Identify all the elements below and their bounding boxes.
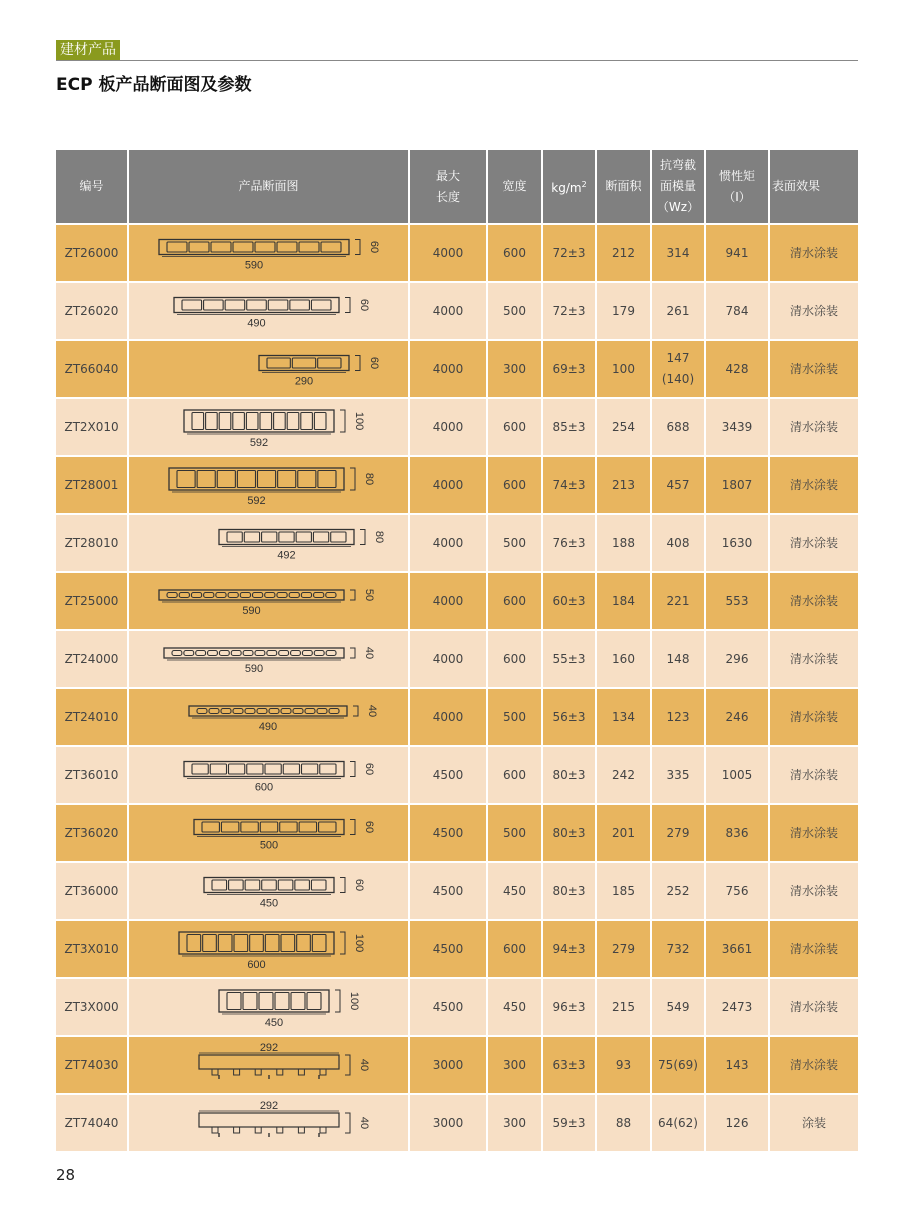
header-max-length-line2: 长度 — [435, 189, 460, 204]
header-modulus-line2: 面模量 — [659, 179, 696, 193]
section-height-label: 100 — [347, 991, 360, 1011]
cell-code: ZT24010 — [56, 687, 129, 745]
modulus-line: 688 — [666, 419, 690, 434]
cell-area: 215 — [597, 977, 652, 1035]
cell-code: ZT26020 — [56, 281, 129, 339]
modulus-line: 147 — [666, 351, 690, 365]
cell-section — [129, 861, 410, 919]
cell-inertia: 836 — [706, 803, 770, 861]
cell-weight: 80±3 — [543, 803, 597, 861]
section-height-label: 60 — [367, 240, 380, 254]
cell-modulus — [652, 1093, 706, 1151]
cell-width: 450 — [488, 977, 543, 1035]
cell-weight: 85±3 — [543, 397, 597, 455]
modulus-line: 549 — [666, 999, 690, 1014]
section-drawing — [149, 747, 389, 803]
section-height-label: 40 — [357, 1058, 370, 1072]
section-width-label: 500 — [259, 839, 278, 852]
cell-inertia: 1005 — [706, 745, 770, 803]
product-table — [56, 150, 858, 1151]
header-width: 宽度 — [488, 150, 543, 223]
cell-inertia: 428 — [706, 339, 770, 397]
table-row — [56, 339, 858, 397]
cell-area: 134 — [597, 687, 652, 745]
cell-code: ZT36010 — [56, 745, 129, 803]
section-width-label: 292 — [259, 1042, 278, 1054]
table-row — [56, 977, 858, 1035]
cell-modulus — [652, 977, 706, 1035]
section-height-label: 60 — [357, 298, 370, 312]
modulus-line: 408 — [666, 535, 690, 550]
cell-inertia: 3661 — [706, 919, 770, 977]
table-row — [56, 571, 858, 629]
cell-modulus — [652, 513, 706, 571]
modulus-line: 314 — [666, 245, 690, 260]
header-modulus — [652, 150, 706, 223]
modulus-line: (140) — [661, 372, 695, 386]
cell-section — [129, 281, 410, 339]
cell-inertia: 126 — [706, 1093, 770, 1151]
section-height-label: 40 — [365, 704, 378, 718]
cell-max-length: 4000 — [410, 339, 488, 397]
cell-surface: 清水涂装 — [770, 861, 858, 919]
cell-code: ZT2X010 — [56, 397, 129, 455]
cell-width: 600 — [488, 397, 543, 455]
section-tag: 建材产品 — [56, 40, 120, 60]
section-drawing — [149, 225, 389, 281]
cell-inertia: 296 — [706, 629, 770, 687]
section-width-label: 292 — [259, 1100, 278, 1112]
cell-code: ZT66040 — [56, 339, 129, 397]
cell-width: 600 — [488, 223, 543, 281]
section-width-label: 450 — [259, 897, 278, 910]
section-width-label: 590 — [244, 259, 263, 272]
cell-weight: 60±3 — [543, 571, 597, 629]
cell-surface: 清水涂装 — [770, 455, 858, 513]
table-row — [56, 1035, 858, 1093]
table-row — [56, 687, 858, 745]
section-width-label: 590 — [241, 605, 261, 617]
header-inertia-line2: （I） — [723, 189, 751, 204]
section-height-label: 80 — [372, 530, 385, 544]
section-drawing — [149, 689, 389, 745]
header-inertia — [706, 150, 770, 223]
modulus-line: 221 — [666, 593, 690, 608]
section-drawing — [149, 515, 389, 571]
section-width-label: 490 — [246, 317, 266, 330]
cell-section — [129, 629, 410, 687]
section-width-label: 492 — [276, 549, 296, 562]
cell-surface: 清水涂装 — [770, 745, 858, 803]
section-drawing — [149, 399, 389, 455]
cell-section — [129, 919, 410, 977]
cell-modulus — [652, 803, 706, 861]
cell-width: 500 — [488, 513, 543, 571]
cell-section — [129, 1093, 410, 1151]
cell-modulus — [652, 745, 706, 803]
header-weight — [543, 150, 597, 223]
section-height-label: 60 — [362, 762, 375, 776]
cell-modulus — [652, 281, 706, 339]
section-width-label: 450 — [264, 1017, 283, 1029]
cell-modulus — [652, 629, 706, 687]
cell-max-length: 4000 — [410, 629, 488, 687]
page-number: 28 — [56, 1166, 76, 1184]
cell-max-length: 4000 — [410, 687, 488, 745]
cell-modulus — [652, 861, 706, 919]
table-row — [56, 803, 858, 861]
section-drawing — [149, 457, 389, 513]
cell-width: 600 — [488, 629, 543, 687]
cell-area: 188 — [597, 513, 652, 571]
cell-inertia: 246 — [706, 687, 770, 745]
cell-weight: 72±3 — [543, 223, 597, 281]
table-row — [56, 281, 858, 339]
cell-section — [129, 803, 410, 861]
cell-width: 450 — [488, 861, 543, 919]
table-row — [56, 1093, 858, 1151]
cell-modulus — [652, 919, 706, 977]
section-drawing — [149, 805, 389, 861]
cell-width: 300 — [488, 339, 543, 397]
cell-code: ZT24000 — [56, 629, 129, 687]
section-drawing — [149, 921, 389, 977]
cell-max-length: 3000 — [410, 1093, 488, 1151]
cell-section — [129, 455, 410, 513]
cell-surface: 清水涂装 — [770, 339, 858, 397]
cell-inertia: 2473 — [706, 977, 770, 1035]
cell-area: 93 — [597, 1035, 652, 1093]
section-width-label: 600 — [246, 959, 266, 971]
section-height-label: 100 — [352, 411, 365, 431]
cell-modulus — [652, 223, 706, 281]
cell-weight: 72±3 — [543, 281, 597, 339]
header-inertia-line1: 惯性矩 — [718, 168, 755, 183]
header-code: 编号 — [56, 150, 129, 223]
cell-width: 600 — [488, 455, 543, 513]
cell-weight: 80±3 — [543, 861, 597, 919]
section-width-label: 592 — [249, 437, 268, 449]
header-rule — [56, 60, 858, 61]
cell-section — [129, 513, 410, 571]
cell-max-length: 4500 — [410, 861, 488, 919]
section-width-label: 290 — [294, 375, 313, 388]
cell-code: ZT28001 — [56, 455, 129, 513]
cell-code: ZT3X010 — [56, 919, 129, 977]
cell-area: 185 — [597, 861, 652, 919]
cell-width: 500 — [488, 687, 543, 745]
section-height-label: 60 — [352, 878, 365, 892]
table-row — [56, 397, 858, 455]
cell-surface: 清水涂装 — [770, 281, 858, 339]
section-drawing — [149, 573, 389, 629]
header-modulus-line1: 抗弯截 — [659, 158, 696, 172]
section-drawing — [149, 1095, 389, 1151]
cell-section — [129, 1035, 410, 1093]
section-height-label: 60 — [367, 356, 380, 370]
cell-width: 500 — [488, 281, 543, 339]
modulus-line: 335 — [666, 767, 690, 782]
table-row — [56, 629, 858, 687]
cell-surface: 清水涂装 — [770, 513, 858, 571]
cell-surface: 清水涂装 — [770, 397, 858, 455]
cell-area: 100 — [597, 339, 652, 397]
cell-section — [129, 397, 410, 455]
section-height-label: 80 — [362, 472, 375, 486]
section-width-label: 592 — [246, 495, 266, 507]
cell-width: 300 — [488, 1093, 543, 1151]
table-row — [56, 223, 858, 281]
cell-inertia: 1630 — [706, 513, 770, 571]
section-height-label: 50 — [362, 588, 375, 602]
header-modulus-line3: （Wz） — [656, 200, 700, 214]
table-row — [56, 861, 858, 919]
cell-max-length: 4500 — [410, 977, 488, 1035]
table-row — [56, 919, 858, 977]
cell-weight: 69±3 — [543, 339, 597, 397]
cell-max-length: 4000 — [410, 281, 488, 339]
cell-inertia: 1807 — [706, 455, 770, 513]
cell-max-length: 4000 — [410, 397, 488, 455]
cell-weight: 94±3 — [543, 919, 597, 977]
cell-area: 213 — [597, 455, 652, 513]
cell-surface: 清水涂装 — [770, 803, 858, 861]
cell-surface: 清水涂装 — [770, 1035, 858, 1093]
cell-area: 242 — [597, 745, 652, 803]
cell-inertia: 3439 — [706, 397, 770, 455]
cell-area: 212 — [597, 223, 652, 281]
header-surface: 表面效果 — [770, 150, 858, 223]
cell-code: ZT28010 — [56, 513, 129, 571]
cell-width: 500 — [488, 803, 543, 861]
modulus-line: 732 — [666, 941, 690, 956]
cell-max-length: 4000 — [410, 455, 488, 513]
header-section: 产品断面图 — [129, 150, 410, 223]
header-weight-base: kg/m — [551, 181, 582, 195]
cell-weight: 55±3 — [543, 629, 597, 687]
modulus-line: 148 — [666, 651, 690, 666]
modulus-line: 123 — [666, 709, 690, 724]
cell-area: 179 — [597, 281, 652, 339]
section-height-label: 60 — [362, 820, 375, 834]
cell-section — [129, 223, 410, 281]
section-drawing — [149, 979, 389, 1035]
section-height-label: 100 — [352, 933, 365, 953]
cell-code: ZT36020 — [56, 803, 129, 861]
section-drawing — [149, 631, 389, 687]
cell-inertia: 143 — [706, 1035, 770, 1093]
cell-inertia: 784 — [706, 281, 770, 339]
cell-width: 600 — [488, 571, 543, 629]
cell-width: 600 — [488, 919, 543, 977]
cell-modulus — [652, 397, 706, 455]
cell-surface: 清水涂装 — [770, 687, 858, 745]
cell-section — [129, 745, 410, 803]
page-title: ECP 板产品断面图及参数 — [56, 75, 252, 95]
cell-weight: 63±3 — [543, 1035, 597, 1093]
header-max-length-line1: 最大 — [435, 168, 460, 183]
section-drawing — [149, 283, 389, 339]
section-width-label: 590 — [244, 663, 263, 675]
cell-surface: 清水涂装 — [770, 919, 858, 977]
table-row — [56, 745, 858, 803]
cell-area: 88 — [597, 1093, 652, 1151]
cell-code: ZT36000 — [56, 861, 129, 919]
cell-inertia: 756 — [706, 861, 770, 919]
cell-max-length: 4500 — [410, 745, 488, 803]
cell-code: ZT25000 — [56, 571, 129, 629]
cell-width: 300 — [488, 1035, 543, 1093]
section-drawing — [149, 863, 389, 919]
modulus-line: 252 — [666, 883, 690, 898]
table-row — [56, 455, 858, 513]
cell-surface: 清水涂装 — [770, 977, 858, 1035]
modulus-line: 261 — [666, 303, 690, 318]
section-height-label: 40 — [362, 646, 375, 660]
section-width-label: 600 — [254, 781, 273, 794]
cell-code: ZT74040 — [56, 1093, 129, 1151]
cell-surface: 清水涂装 — [770, 571, 858, 629]
cell-code: ZT26000 — [56, 223, 129, 281]
cell-weight: 59±3 — [543, 1093, 597, 1151]
cell-section — [129, 977, 410, 1035]
header-weight-exp: 2 — [581, 180, 587, 189]
cell-section — [129, 571, 410, 629]
cell-modulus — [652, 571, 706, 629]
section-height-label: 40 — [357, 1116, 370, 1130]
modulus-line: 457 — [666, 477, 690, 492]
cell-max-length: 4000 — [410, 571, 488, 629]
cell-weight: 74±3 — [543, 455, 597, 513]
cell-inertia: 553 — [706, 571, 770, 629]
header-area: 断面积 — [597, 150, 652, 223]
cell-modulus — [652, 455, 706, 513]
cell-weight: 80±3 — [543, 745, 597, 803]
cell-code: ZT74030 — [56, 1035, 129, 1093]
section-drawing — [149, 341, 389, 397]
cell-code: ZT3X000 — [56, 977, 129, 1035]
cell-surface: 涂装 — [770, 1093, 858, 1151]
section-drawing — [149, 1037, 389, 1093]
cell-max-length: 4000 — [410, 513, 488, 571]
cell-width: 600 — [488, 745, 543, 803]
cell-max-length: 4000 — [410, 223, 488, 281]
cell-max-length: 4500 — [410, 803, 488, 861]
modulus-line: 64(62) — [658, 1115, 698, 1130]
cell-area: 254 — [597, 397, 652, 455]
cell-weight: 76±3 — [543, 513, 597, 571]
cell-section — [129, 687, 410, 745]
cell-modulus — [652, 1035, 706, 1093]
modulus-line: 279 — [666, 825, 690, 840]
header-max-length — [410, 150, 488, 223]
cell-surface: 清水涂装 — [770, 223, 858, 281]
cell-area: 201 — [597, 803, 652, 861]
cell-section — [129, 339, 410, 397]
cell-inertia: 941 — [706, 223, 770, 281]
cell-area: 184 — [597, 571, 652, 629]
table-header-row — [56, 150, 858, 223]
modulus-line: 75(69) — [658, 1057, 698, 1072]
cell-modulus — [652, 339, 706, 397]
cell-modulus — [652, 687, 706, 745]
cell-weight: 96±3 — [543, 977, 597, 1035]
section-width-label: 490 — [258, 721, 277, 733]
cell-max-length: 4500 — [410, 919, 488, 977]
cell-surface: 清水涂装 — [770, 629, 858, 687]
table-row — [56, 513, 858, 571]
cell-area: 279 — [597, 919, 652, 977]
cell-weight: 56±3 — [543, 687, 597, 745]
cell-max-length: 3000 — [410, 1035, 488, 1093]
cell-area: 160 — [597, 629, 652, 687]
